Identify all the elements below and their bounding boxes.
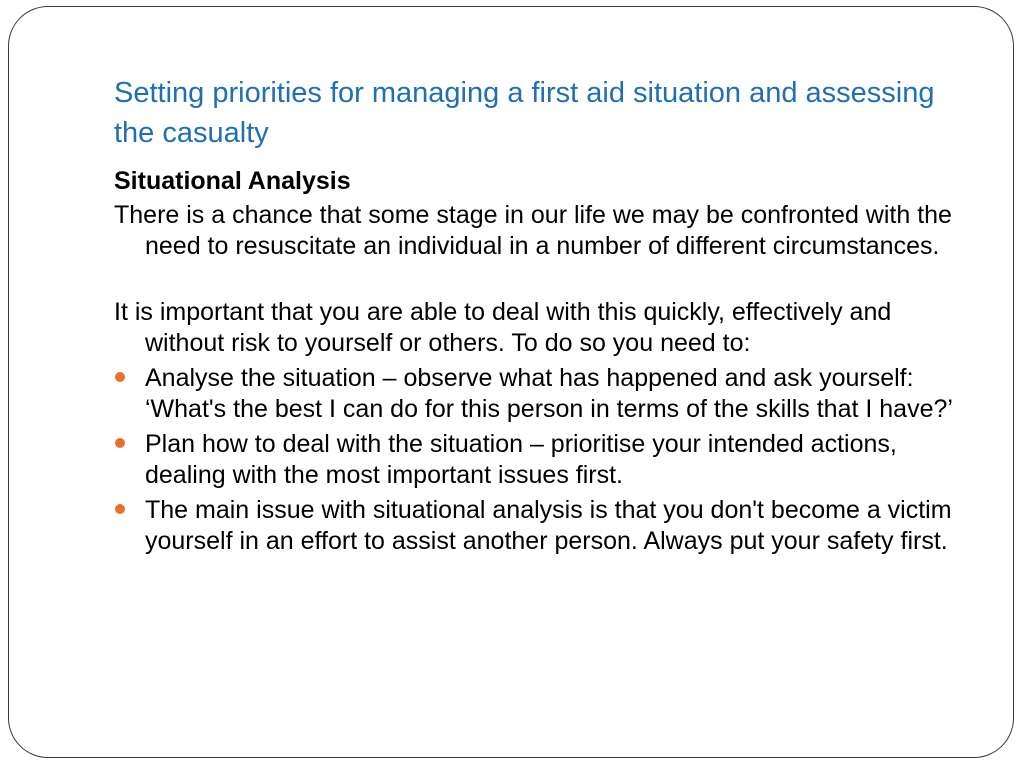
requirements-paragraph: It is important that you are able to deal with this quickly, effectively and without risk to yourself or others. To do so you need to: [114, 298, 892, 357]
bullet-dot-icon [115, 372, 125, 382]
slide-title: Setting priorities for managing a first aid situation and assessing the casualty [114, 77, 935, 149]
bullet-dot-icon [115, 438, 125, 448]
intro-paragraph: There is a chance that some stage in our life we may be confronted with the need to resuscitate an individual in a number of different circumstances. [114, 201, 952, 260]
action-list [114, 363, 964, 557]
slide-body [114, 166, 964, 557]
list-item [114, 429, 964, 491]
bullet-dot-icon [115, 504, 125, 514]
list-item-text: Plan how to deal with the situation – prioritise your intended actions, dealing with the most important issues first. [145, 430, 897, 489]
list-item-text: The main issue with situational analysis is that you don't become a victim yourself in an effort to assist another person. Always put your safety first. [145, 496, 952, 555]
list-item-text: Analyse the situation – observe what has happened and ask yourself: ‘What's the best I can do for this person in terms of the skills that I have?’ [145, 364, 953, 423]
section-subheading: Situational Analysis [114, 167, 351, 195]
list-item [114, 363, 964, 425]
slide-frame [8, 6, 1014, 758]
list-item [114, 495, 964, 557]
paragraph-spacer [114, 262, 964, 294]
